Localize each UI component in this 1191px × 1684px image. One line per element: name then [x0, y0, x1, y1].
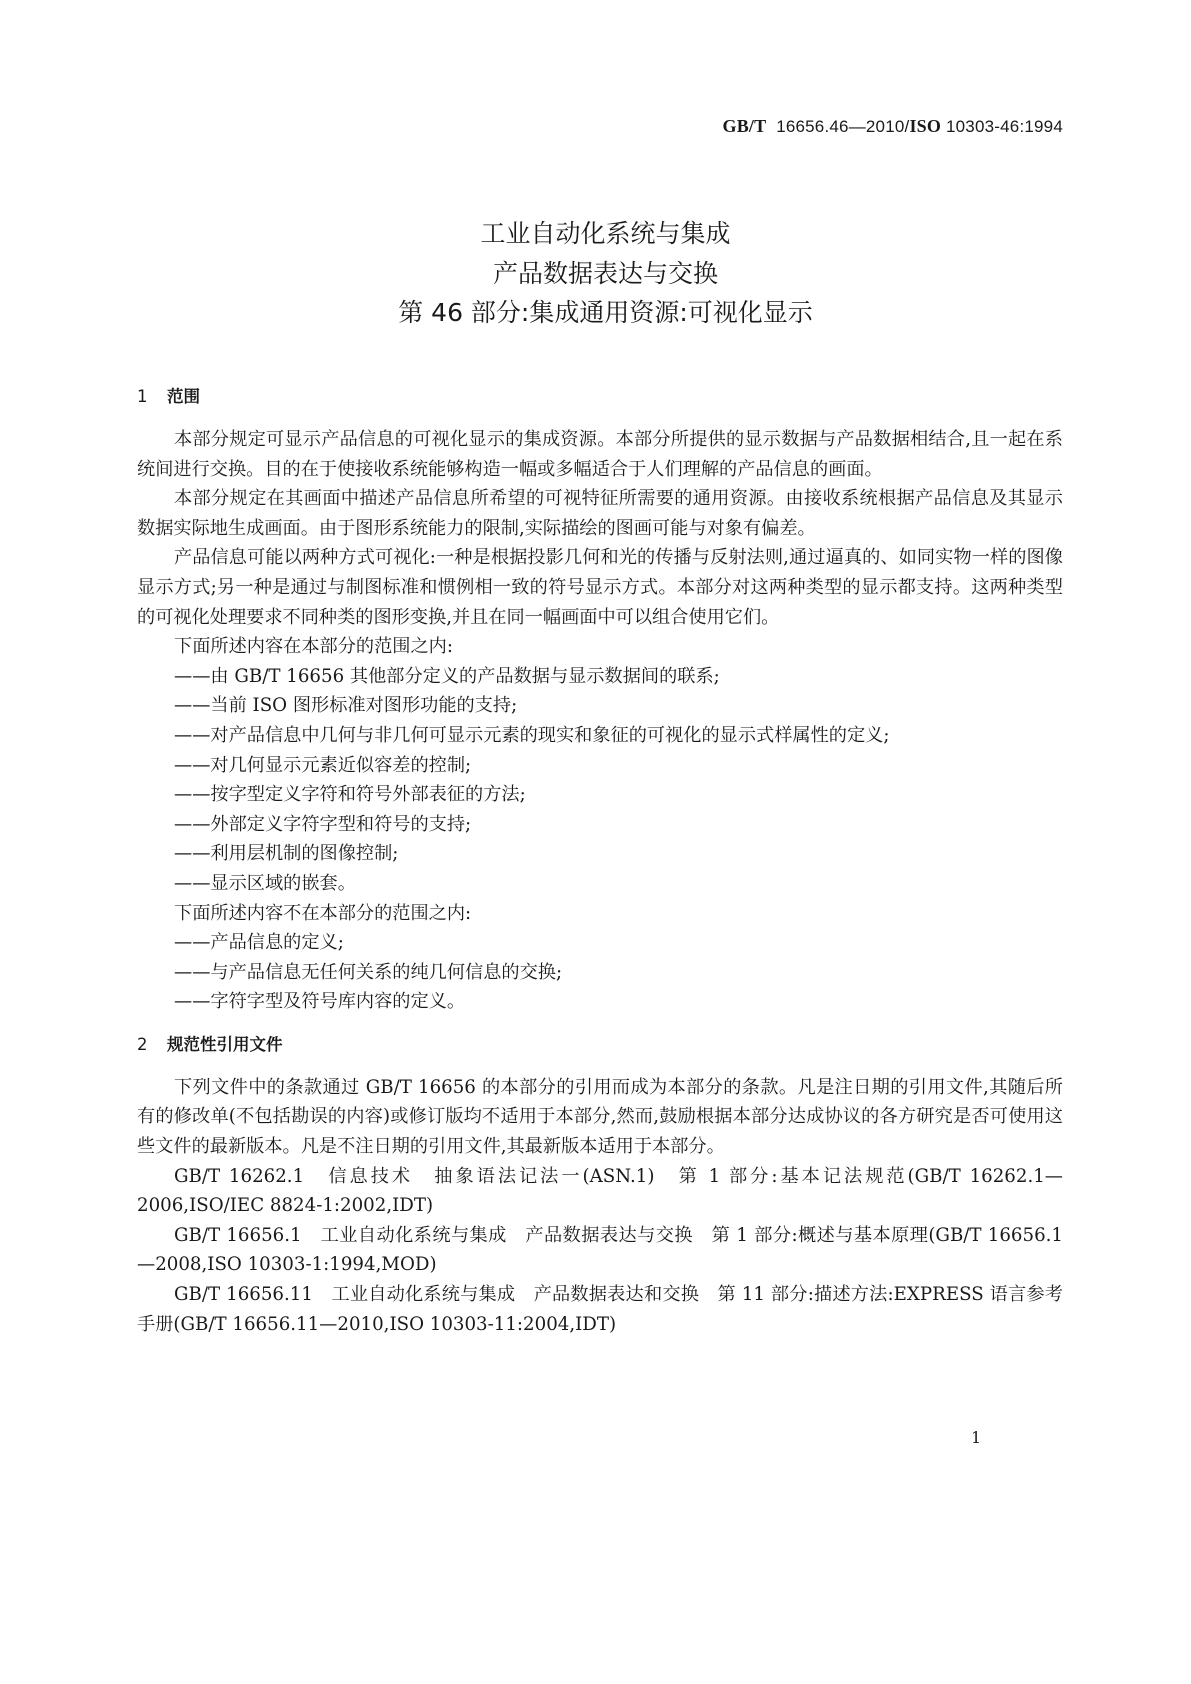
in-scope-intro: 下面所述内容在本部分的范围之内: — [174, 636, 453, 658]
section-2-heading — [137, 1030, 1063, 1073]
paragraph: 产品信息可能以两种方式可视化:一种是根据投影几何和光的传播与反射法则,通过逼真的、如同实物一样的图像显示方式;另一种是通过与制图标准和惯例相一致的符号显示方式。本部分对这两种类型的显示都支持。这两种类型的可视化处理要求不同种类的图形变换,并且在同一幅画面中可以组合使用它们。 — [137, 547, 1063, 628]
document-title — [0, 214, 1191, 333]
list-item: ——对几何显示元素近似容差的控制; — [174, 754, 472, 776]
page-number: 1 — [971, 1428, 982, 1447]
std-number: 16656.46—2010/ — [776, 117, 910, 136]
list-item: ——按字型定义字符和符号外部表征的方法; — [174, 784, 526, 806]
reference-item: GB/T 16656.1 工业自动化系统与集成 产品数据表达与交换 第 1 部分:概述与基本原理(GB/T 16656.1—2008,ISO 10303-1:1994,MOD) — [137, 1224, 1063, 1276]
list-item: ——显示区域的嵌套。 — [174, 872, 356, 894]
standard-header — [723, 116, 1064, 137]
document-body — [137, 382, 1063, 1339]
list-item: ——当前 ISO 图形标准对图形功能的支持; — [174, 695, 518, 717]
list-item: ——与产品信息无任何关系的纯几何信息的交换; — [174, 961, 563, 983]
list-item: ——由 GB/T 16656 其他部分定义的产品数据与显示数据间的联系; — [174, 665, 720, 687]
list-item: ——对产品信息中几何与非几何可显示元素的现实和象征的可视化的显示式样属性的定义; — [174, 724, 890, 746]
iso-number: 10303-46:1994 — [946, 117, 1063, 136]
list-item: ——外部定义字符字型和符号的支持; — [174, 813, 472, 835]
title-line-2: 产品数据表达与交换 — [492, 258, 718, 288]
section-title: 范围 — [167, 387, 200, 406]
list-item: ——字符字型及符号库内容的定义。 — [174, 991, 466, 1013]
section-1-heading — [137, 382, 1063, 425]
reference-item: GB/T 16262.1 信息技术 抽象语法记法一(ASN.1) 第 1 部分:基本记法规范(GB/T 16262.1—2006,ISO/IEC 8824-1:2002,IDT) — [137, 1165, 1063, 1217]
section-title: 规范性引用文件 — [167, 1034, 283, 1054]
list-item: ——产品信息的定义; — [174, 932, 344, 954]
section-number: 1 — [137, 387, 148, 406]
paragraph: 本部分规定在其画面中描述产品信息所希望的可视特征所需要的通用资源。由接收系统根据产品信息及其显示数据实际地生成画面。由于图形系统能力的限制,实际描绘的图画可能与对象有偏差。 — [137, 488, 1063, 539]
std-prefix: GB/T — [722, 116, 767, 136]
paragraph: 本部分规定可显示产品信息的可视化显示的集成资源。本部分所提供的显示数据与产品数据相结合,且一起在系统间进行交换。目的在于使接收系统能够构造一幅或多幅适合于人们理解的产品信息的画面。 — [137, 429, 1063, 480]
iso-prefix: ISO — [909, 116, 942, 136]
list-item: ——利用层机制的图像控制; — [174, 843, 399, 865]
title-line-3: 第 46 部分:集成通用资源:可视化显示 — [398, 298, 813, 327]
section-number: 2 — [137, 1034, 148, 1054]
title-line-1: 工业自动化系统与集成 — [480, 219, 731, 248]
paragraph: 下列文件中的条款通过 GB/T 16656 的本部分的引用而成为本部分的条款。凡是注日期的引用文件,其随后所有的修改单(不包括勘误的内容)或修订版均不适用于本部分,然而,鼓励根据本部分达成协议的各方研究是否可使用这些文件的最新版本。凡是不注日期的引用文件,其最新版本适用于本部分。 — [137, 1076, 1063, 1158]
out-scope-intro: 下面所述内容不在本部分的范围之内: — [174, 902, 472, 924]
reference-item: GB/T 16656.11 工业自动化系统与集成 产品数据表达和交换 第 11 部分:描述方法:EXPRESS 语言参考手册(GB/T 16656.11—2010,ISO 10303-11:2004,IDT) — [137, 1284, 1063, 1335]
